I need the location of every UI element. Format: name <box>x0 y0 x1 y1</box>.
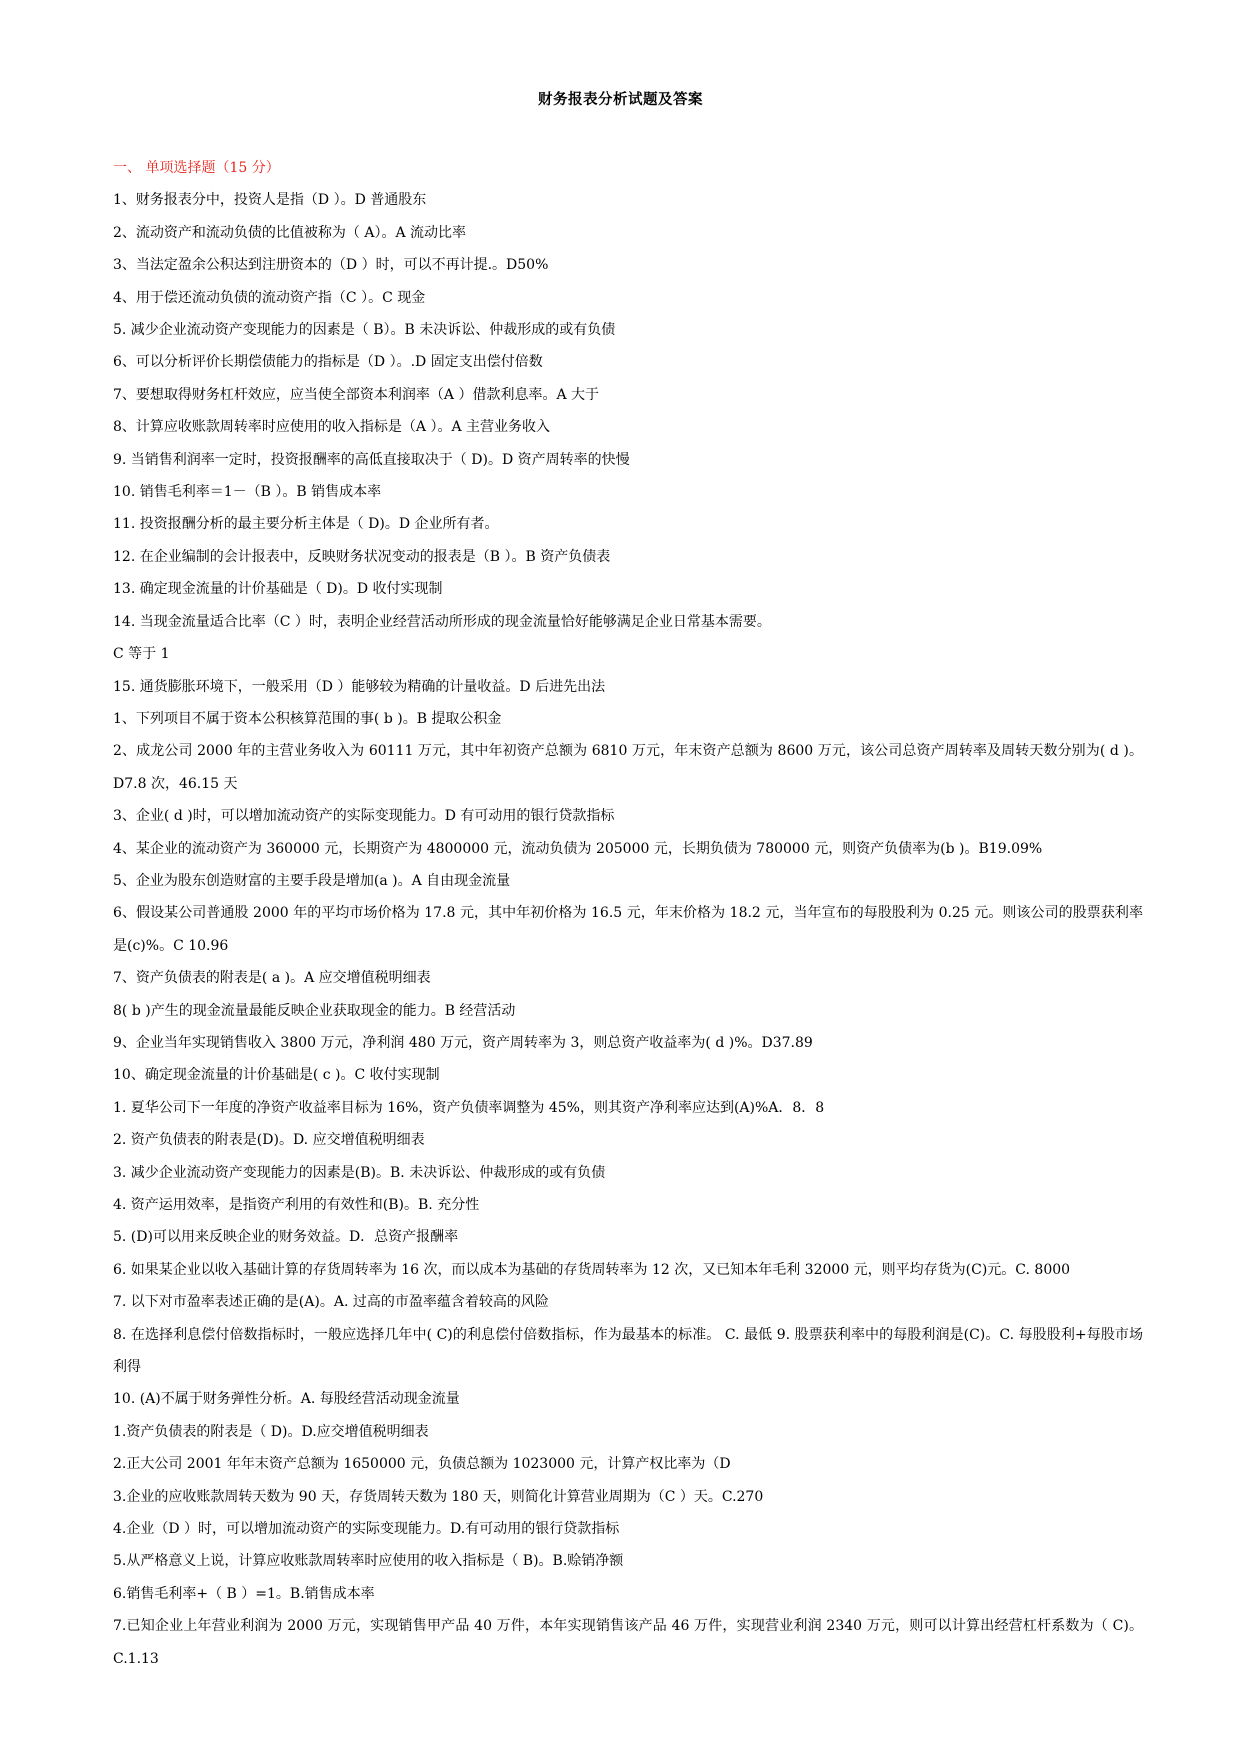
document-body <box>113 152 1143 1675</box>
question-line: 7、要想取得财务杠杆效应，应当使全部资本利润率（A ）借款利息率。A 大于 <box>113 386 600 403</box>
question-line: 6、可以分析评价长期偿债能力的指标是（D ）。.D 固定支出偿付倍数 <box>113 354 543 371</box>
question-line: 5. (D)可以用来反映企业的财务效益。D．总资产报酬率 <box>113 1229 459 1246</box>
question-line: 8、计算应收账款周转率时应使用的收入指标是（A ）。A 主营业务收入 <box>113 419 551 436</box>
question-line: 4.企业（D ）时，可以增加流动资产的实际变现能力。D.有可动用的银行贷款指标 <box>113 1521 620 1538</box>
question-line: 5、企业为股东创造财富的主要手段是增加(a )。A 自由现金流量 <box>113 872 511 889</box>
question-line: 8. 在选择利息偿付倍数指标时，一般应选择几年中( C)的利息偿付倍数指标，作为最基本的标准。 C. 最低 9. 股票获利率中的每股利润是(C)。C. 每股股利+每股市场利得 <box>113 1326 1143 1376</box>
question-line: 6. 如果某企业以收入基础计算的存货周转率为 16 次，而以成本为基础的存货周转率为 12 次，又已知本年毛利 32000 元，则平均存货为(C)元。C. 8000 <box>113 1261 1071 1278</box>
question-line: 11. 投资报酬分析的最主要分析主体是（ D)。D 企业所有者。 <box>113 516 499 533</box>
question-line: 9、企业当年实现销售收入 3800 万元，净利润 480 万元，资产周转率为 3，则总资产收益率为( d )%。D37.89 <box>113 1034 813 1051</box>
document-title: 财务报表分析试题及答案 <box>538 91 703 108</box>
question-line: 12. 在企业编制的会计报表中，反映财务状况变动的报表是（B ）。B 资产负债表 <box>113 548 611 565</box>
question-line: 2、成龙公司 2000 年的主营业务收入为 60111 万元，其中年初资产总额为 6810 万元，年末资产总额为 8600 万元，该公司总资产周转率及周转天数分别为( d )。D7.8 次，46.15 天 <box>113 743 1143 792</box>
section-heading: 一、 单项选择题（15 分） <box>113 160 280 176</box>
question-line: 7. 以下对市盈率表述正确的是(A)。A. 过高的市盈率蕴含着较高的风险 <box>113 1294 549 1311</box>
question-line: 15. 通货膨胀环境下，一般采用（D ）能够较为精确的计量收益。D 后进先出法 <box>113 678 606 695</box>
question-line: 3、企业( d )时，可以增加流动资产的实际变现能力。D 有可动用的银行贷款指标 <box>113 808 615 825</box>
question-line: 7.已知企业上年营业利润为 2000 万元，实现销售甲产品 40 万件，本年实现销售该产品 46 万件，实现营业利润 2340 万元，则可以计算出经营杠杆系数为（ C)。C.1.13 <box>113 1618 1143 1667</box>
question-line: 1、下列项目不属于资本公积核算范围的事( b )。B 提取公积金 <box>113 710 502 727</box>
question-line: 4、用于偿还流动负债的流动资产指（C ）。C 现金 <box>113 289 426 306</box>
question-line: 10. 销售毛利率＝1－（B ）。B 销售成本率 <box>113 484 382 501</box>
question-line: 5. 减少企业流动资产变现能力的因素是（ B）。B 未决诉讼、仲裁形成的或有负债 <box>113 322 616 339</box>
question-line: 5.从严格意义上说，计算应收账款周转率时应使用的收入指标是（ B)。B.赊销净额 <box>113 1553 624 1570</box>
question-line: 2、流动资产和流动负债的比值被称为（ A）。A 流动比率 <box>113 224 467 241</box>
question-line: 1. 夏华公司下一年度的净资产收益率目标为 16%，资产负债率调整为 45%，则其资产净利率应达到(A)%A．8．8 <box>113 1099 825 1116</box>
question-line: 4. 资产运用效率，是指资产利用的有效性和(B)。B. 充分性 <box>113 1197 480 1213</box>
answer-line: C 等于 1 <box>113 646 170 663</box>
question-line: 2.正大公司 2001 年年末资产总额为 1650000 元，负债总额为 1023000 元，计算产权比率为（D <box>113 1456 731 1473</box>
question-line: 8( b )产生的现金流量最能反映企业获取现金的能力。B 经营活动 <box>113 1002 516 1019</box>
question-line: 6.销售毛利率+（ B ）=1。B.销售成本率 <box>113 1585 375 1602</box>
question-line: 4、某企业的流动资产为 360000 元，长期资产为 4800000 元，流动负债为 205000 元，长期负债为 780000 元，则资产负债率为(b )。B19.09% <box>113 840 1043 857</box>
question-line: 2. 资产负债表的附表是(D)。D. 应交增值税明细表 <box>113 1132 425 1149</box>
question-line: 3. 减少企业流动资产变现能力的因素是(B)。B. 未决诉讼、仲裁形成的或有负债 <box>113 1164 606 1181</box>
question-line: 14. 当现金流量适合比率（C ）时，表明企业经营活动所形成的现金流量恰好能够满足企业日常基本需要。 <box>113 613 771 630</box>
question-line: 10、确定现金流量的计价基础是( c )。C 收付实现制 <box>113 1067 440 1084</box>
question-line: 1、财务报表分中，投资人是指（D ）。D 普通股东 <box>113 192 427 209</box>
question-line: 13. 确定现金流量的计价基础是（ D)。D 收付实现制 <box>113 581 443 598</box>
question-line: 3.企业的应收账款周转天数为 90 天，存货周转天数为 180 天，则简化计算营业周期为（C ）天。C.270 <box>113 1488 764 1505</box>
question-line: 7、资产负债表的附表是( a )。A 应交增值税明细表 <box>113 970 431 987</box>
question-line: 6、假设某公司普通股 2000 年的平均市场价格为 17.8 元，其中年初价格为 16.5 元，年末价格为 18.2 元，当年宣布的每股股利为 0.25 元。则该公司的股票获利率是(c)%。C 10.96 <box>113 905 1143 954</box>
question-line: 1.资产负债表的附表是（ D)。D.应交增值税明细表 <box>113 1423 429 1440</box>
question-line: 9. 当销售利润率一定时，投资报酬率的高低直接取决于（ D)。D 资产周转率的快慢 <box>113 451 630 468</box>
question-line: 10. (A)不属于财务弹性分析。A. 每股经营活动现金流量 <box>113 1391 460 1408</box>
question-line: 3、当法定盈余公积达到注册资本的（D ）时，可以不再计提.。D50% <box>113 257 549 274</box>
